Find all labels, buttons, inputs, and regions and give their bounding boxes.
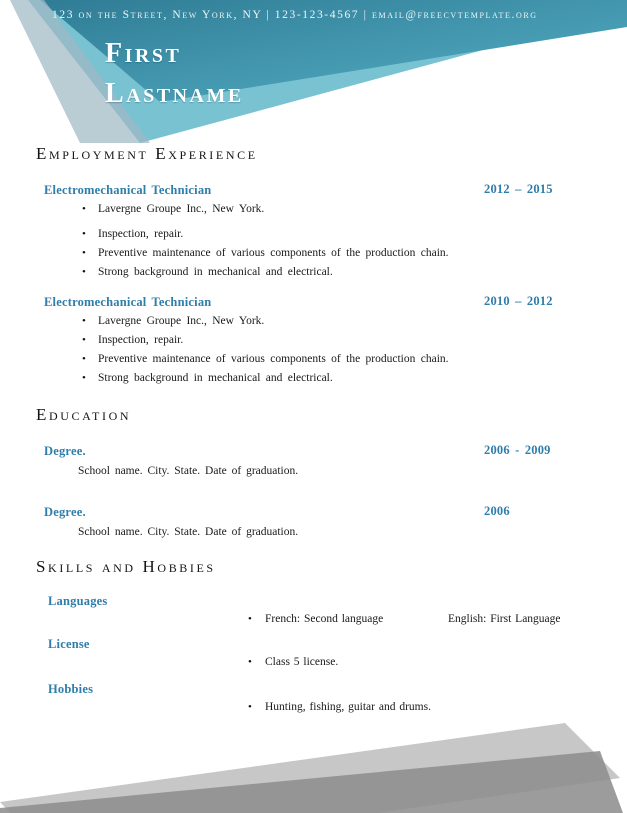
degree-title: Degree.	[44, 505, 86, 519]
skills-section-heading: Skills and Hobbies	[36, 557, 216, 576]
footer-banner-graphic	[0, 700, 627, 813]
last-name: Lastname	[105, 78, 244, 109]
degree-dates: 2006	[484, 504, 510, 518]
skill-bullet-text: Hunting, fishing, guitar and drums.	[265, 701, 431, 713]
contact-info: 123 on the Street, New York, NY | 123-123-4567 | email@freecvtemplate.org	[52, 9, 538, 21]
skill-secondary-text: English: First Language	[448, 613, 561, 625]
job-bullet: • Lavergne Groupe Inc., New York.	[36, 314, 592, 329]
job-bullet: • Lavergne Groupe Inc., New York.	[36, 202, 592, 217]
job-entry-header	[44, 293, 592, 309]
school-details: School name. City. State. Date of graduation.	[78, 465, 299, 477]
job-dates: 2010 – 2012	[484, 294, 553, 308]
degree-title: Degree.	[44, 444, 86, 458]
skill-bullet-list	[36, 611, 592, 627]
skill-bullet	[36, 611, 592, 627]
job-bullet: • Preventive maintenance of various components of the production chain.	[36, 352, 592, 367]
degree-dates: 2006 - 2009	[484, 443, 551, 457]
education-entry-header	[44, 442, 592, 458]
job-bullet: • Strong background in mechanical and electrical.	[36, 371, 592, 386]
job-title: Electromechanical Technician	[44, 183, 212, 197]
skill-bullet-text: French: Second language	[265, 613, 384, 625]
job-dates: 2012 – 2015	[484, 182, 553, 196]
employment-section-heading: Employment Experience	[36, 144, 258, 163]
skill-bullet-list	[36, 654, 592, 670]
skill-bullet-text: Class 5 license.	[265, 656, 339, 668]
skill-group-label: Hobbies	[48, 682, 94, 696]
resume-body	[36, 144, 592, 715]
candidate-name	[105, 34, 244, 114]
job-bullet-list	[36, 314, 592, 386]
job-bullet-list	[36, 202, 592, 280]
job-entry-header	[44, 181, 592, 197]
job-title: Electromechanical Technician	[44, 295, 212, 309]
skill-group-label: Languages	[48, 594, 108, 608]
job-bullet: • Inspection, repair.	[36, 333, 592, 348]
education-section-heading: Education	[36, 405, 132, 424]
job-bullet: • Strong background in mechanical and electrical.	[36, 265, 592, 280]
job-bullet: • Inspection, repair.	[36, 227, 592, 242]
skill-bullet	[36, 654, 592, 670]
education-entry-header	[44, 503, 592, 519]
job-bullet: • Preventive maintenance of various components of the production chain.	[36, 246, 592, 261]
first-name: First	[105, 38, 182, 69]
skill-group-label: License	[48, 637, 90, 651]
header-banner-graphic	[0, 0, 627, 150]
school-details: School name. City. State. Date of graduation.	[78, 526, 299, 538]
